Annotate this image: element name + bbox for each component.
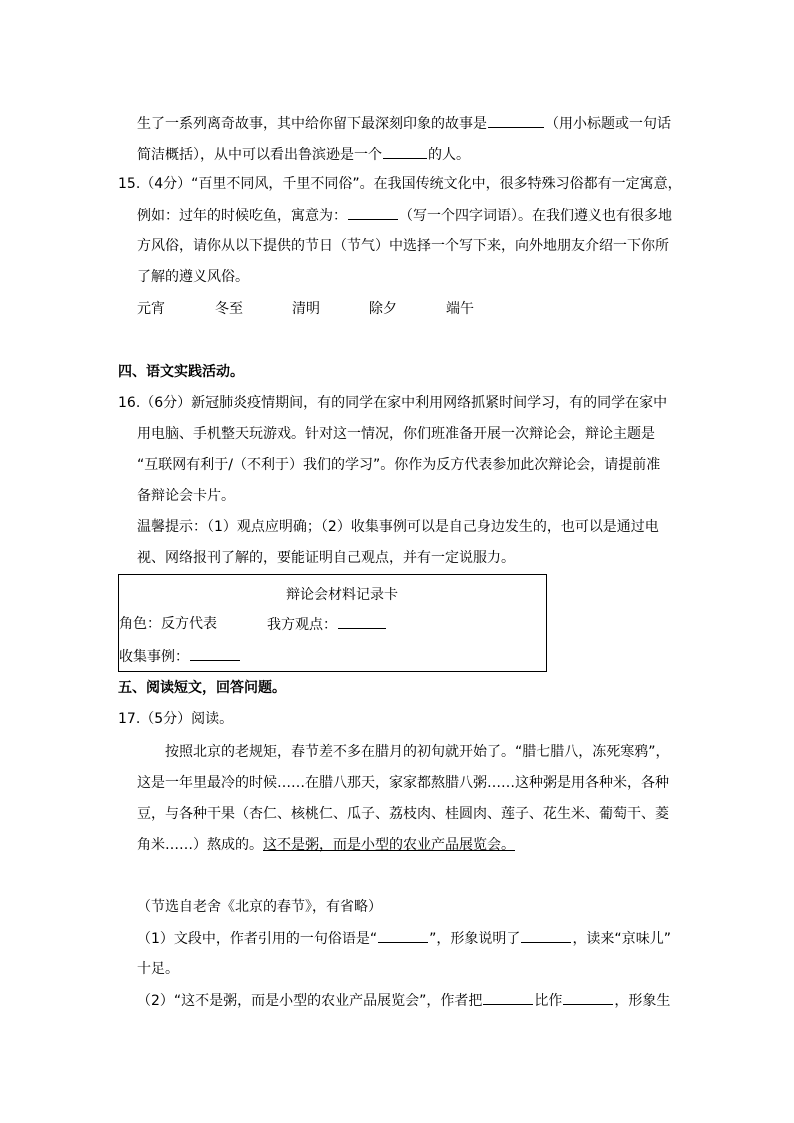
q16-line1: 16.（6分）新冠肺炎疫情期间，有的同学在家中利用网络抓紧时间学习，有的同学在家中: [118, 395, 668, 411]
card-view-label: 我方观点：: [267, 617, 337, 633]
card-view-blank[interactable]: [338, 614, 386, 629]
q15-line2-post: （写一个四字词语）。在我们遵义也有很多地: [399, 208, 672, 224]
section5-title: 五、阅读短文，回答问题。: [118, 680, 286, 696]
q17-head: 17.（5分）阅读。: [118, 711, 234, 727]
q17-passage-line3: 豆，与各种干果（杏仁、核桃仁、瓜子、荔枝肉、桂圆肉、莲子、花生米、葡萄干、菱: [137, 806, 669, 822]
q17-sub2-b: 比作: [534, 993, 563, 1009]
card-role-label: 角色：反方代表: [119, 616, 217, 632]
q14-line1: [137, 113, 671, 134]
debate-record-card: [118, 574, 547, 672]
q17-sub1-blank-1[interactable]: [378, 928, 428, 943]
q16-line3: “互联网有利于/（不利于）我们的学习”。你作为反方代表参加此次辩论会，请提前准: [137, 457, 661, 473]
section4-title: 四、语文实践活动。: [118, 364, 244, 380]
q17-sub1-b: ”，形象说明了: [429, 931, 521, 947]
q15-line1: 15.（4分）“百里不同风，千里不同俗”。在我国传统文化中，很多特殊习俗都有一定寓意，: [118, 176, 682, 192]
q17-sub2-line1: [137, 990, 670, 1011]
q17-passage-line1: 按照北京的老规矩，春节差不多在腊月的初旬就开始了。“腊七腊八，冻死寒鸦”，: [165, 744, 670, 760]
q17-sub1-c: ，读来“京味儿”: [572, 931, 671, 947]
q15-option: 冬至: [215, 301, 243, 317]
q15-line2: [137, 205, 672, 226]
q17-sub1-line2: 十足。: [137, 961, 179, 977]
q17-sub2-blank-2[interactable]: [563, 990, 613, 1005]
q14-answer-blank-2[interactable]: [383, 144, 427, 159]
q16-tip-line2: 视、网络报刊了解的，要能证明自己观点，并有一定说服力。: [137, 550, 515, 566]
q17-sub2-c: ，形象生: [614, 993, 671, 1009]
q17-passage-line4: [137, 835, 515, 855]
q15-option: 清明: [292, 301, 320, 317]
q15-answer-blank[interactable]: [348, 205, 398, 220]
q17-passage-line2: 这是一年里最冷的时候……在腊八那天，家家都熬腊八粥……这种粥是用各种米，各种: [137, 775, 669, 791]
card-example-blank[interactable]: [190, 646, 240, 661]
card-example-row: [119, 646, 241, 667]
q14-line1-post: （用小标题或一句话: [545, 116, 671, 132]
q17-sub1-a: （1）文段中，作者引用的一句俗语是“: [137, 931, 378, 947]
q17-passage-line4-pre: 角米……）熬成的。: [137, 837, 263, 853]
q15-options: [137, 299, 474, 319]
q15-option: 端午: [446, 301, 474, 317]
q15-option: 除夕: [369, 301, 397, 317]
card-example-label: 收集事例：: [119, 649, 189, 665]
q17-sub1-blank-2[interactable]: [521, 928, 571, 943]
card-view-row: [267, 614, 387, 635]
q14-line2-post: 的人。: [428, 147, 470, 163]
q17-sub2-blank-1[interactable]: [483, 990, 533, 1005]
q17-sub1-line1: [137, 928, 671, 949]
q16-line2: 用电脑、手机整天玩游戏。针对这一情况，你们班准备开展一次辩论会，辩论主题是: [137, 426, 655, 442]
q17-underlined-sentence: 这不是粥，而是小型的农业产品展览会。: [263, 837, 515, 853]
q16-tip-line1: 温馨提示：（1）观点应明确；（2）收集事例可以是自己身边发生的，也可以是通过电: [137, 519, 659, 535]
q14-line2-pre: 简洁概括），从中可以看出鲁滨逊是一个: [137, 147, 382, 163]
q17-sub2-a: （2）“这不是粥，而是小型的农业产品展览会”，作者把: [137, 993, 483, 1009]
q14-line2: [137, 144, 470, 165]
card-title: 辩论会材料记录卡: [286, 587, 398, 603]
q16-line4: 备辩论会卡片。: [137, 488, 235, 504]
q15-line4: 了解的遵义风俗。: [137, 269, 249, 285]
q14-line1-pre: 生了一系列离奇故事，其中给你留下最深刻印象的故事是: [137, 116, 487, 132]
q14-answer-blank-1[interactable]: [488, 113, 544, 128]
q17-source: （节选自老舍《北京的春节》，有省略）: [137, 899, 382, 915]
q15-line2-pre: 例如：过年的时候吃鱼，寓意为：: [137, 208, 347, 224]
q15-line3: 方风俗，请你从以下提供的节日（节气）中选择一个写下来，向外地朋友介绍一下你所: [137, 238, 669, 254]
q15-option: 元宵: [137, 301, 165, 317]
